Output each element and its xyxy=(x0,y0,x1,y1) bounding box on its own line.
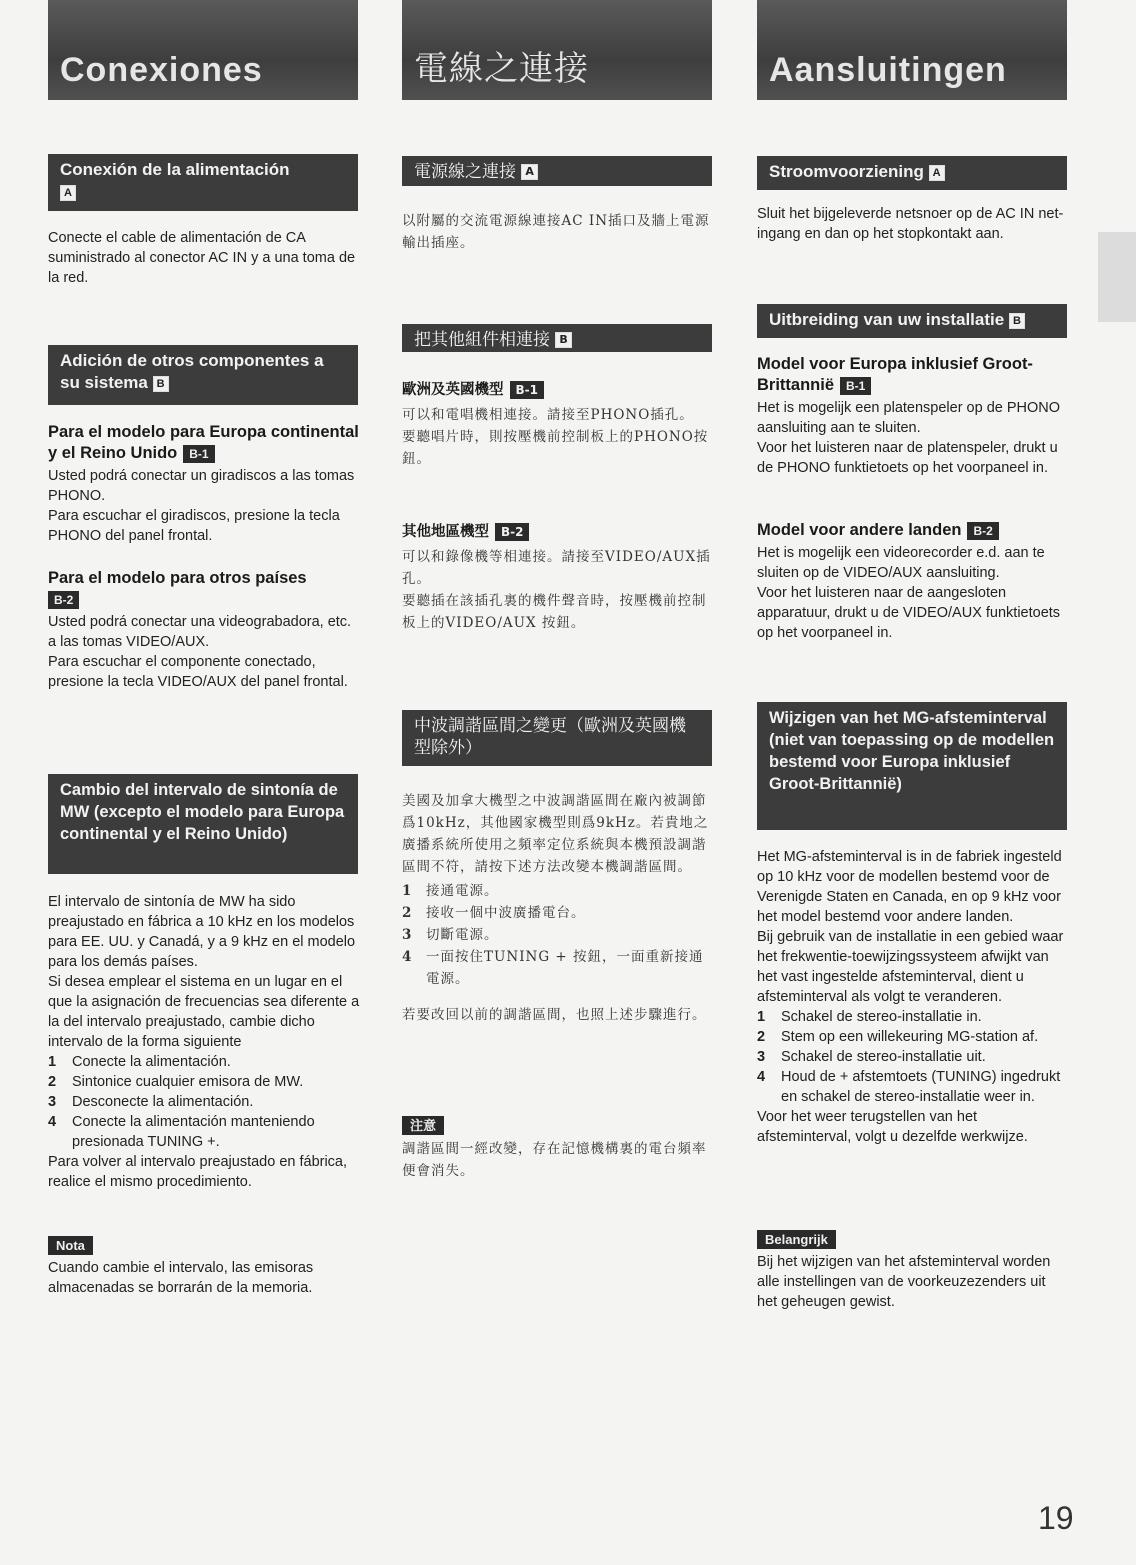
subheading-text: 其他地區機型 xyxy=(402,524,489,540)
page-number: 19 xyxy=(1038,1500,1074,1536)
paragraph: Si desea emplear el sistema en un lugar en el que la asignación de frecuencias sea diferente a la del intervalo preajustado, cambie dicho intervalo de la forma siguiente xyxy=(48,974,360,1050)
paragraph: Conecte el cable de alimentación de CA suministrado al conector AC IN y a una toma de la red. xyxy=(48,230,356,286)
step-item xyxy=(757,1047,1069,1067)
step-item xyxy=(402,946,714,990)
step-item xyxy=(402,902,714,924)
tag-b2: B-2 xyxy=(967,522,998,540)
step-number: 3 xyxy=(48,1094,57,1110)
step-item xyxy=(48,1072,360,1092)
note-text: 調諧區間一經改變，存在記憶機構裏的電台頻率便會消失。 xyxy=(402,1141,707,1179)
paragraph: 可以和錄像機等相連接。請接至VIDEO/AUX插孔。 xyxy=(402,549,711,587)
section-heading-power xyxy=(402,156,712,186)
step-text: 切斷電源。 xyxy=(426,927,499,943)
tag-b2: B-2 xyxy=(495,523,529,541)
paragraph: Para escuchar el giradiscos, presione la tecla PHONO del panel frontal. xyxy=(48,508,340,544)
paragraph: 要聽唱片時，則按壓機前控制板上的PHONO按鈕。 xyxy=(402,429,709,467)
section-heading-components xyxy=(48,345,358,405)
paragraph: Voor het luisteren naar de platenspeler, drukt u de PHONO funktietoets op het voorpaneel in. xyxy=(757,440,1058,476)
box-label-a: A xyxy=(521,164,538,180)
section-heading-text: Stroomvoorziening xyxy=(769,162,924,181)
paragraph: Het is mogelijk een platenspeler op de PHONO aansluiting aan te sluiten. xyxy=(757,400,1061,436)
step-number: 2 xyxy=(402,905,413,921)
section-heading-text: 把其他組件相連接 xyxy=(414,330,550,350)
box-label-b: B xyxy=(555,332,571,348)
paragraph-group xyxy=(757,398,1069,478)
step-number: 2 xyxy=(48,1074,57,1090)
step-number: 3 xyxy=(402,927,413,943)
step-text: 接通電源。 xyxy=(426,883,499,899)
tag-b1: B-1 xyxy=(840,377,871,395)
step-text: Houd de + afstemtoets (TUNING) ingedrukt en schakel de stereo-installatie weer in. xyxy=(781,1069,1061,1105)
step-item xyxy=(402,880,714,902)
paragraph: Para volver al intervalo preajustado en fábrica, realice el mismo procedimiento. xyxy=(48,1154,348,1190)
paragraph-group xyxy=(757,847,1069,1147)
section-heading-mw-interval: Cambio del intervalo de sintonía de MW (excepto el modelo para Europa continental y el Reino Unido) xyxy=(48,774,358,874)
subheading-text: Para el modelo para otros países xyxy=(48,569,307,587)
section-heading-components xyxy=(402,324,712,352)
tag-b2: B-2 xyxy=(48,591,79,609)
section-heading-text: Adición de otros componentes a su sistema xyxy=(60,351,324,392)
paragraph-group xyxy=(48,612,360,692)
paragraph: Voor het weer terugstellen van het afsteminterval, volgt u dezelfde werkwijze. xyxy=(757,1109,1028,1145)
step-list xyxy=(402,880,714,990)
step-item xyxy=(757,1027,1069,1047)
subheading-text: Model voor andere landen xyxy=(757,521,962,539)
column-title: Conexiones xyxy=(48,0,358,100)
paragraph-group xyxy=(757,543,1069,643)
column-title: 電線之連接 xyxy=(402,0,712,100)
paragraph: El intervalo de sintonía de MW ha sido preajustado en fábrica a 10 kHz en los modelos para EE. UU. y Canadá, y a 9 kHz en el modelo para los demás países. xyxy=(48,894,356,970)
step-item xyxy=(48,1112,360,1152)
step-item xyxy=(757,1007,1069,1027)
section-heading-components xyxy=(757,304,1067,338)
paragraph: 美國及加拿大機型之中波調諧區間在廠內被調節爲10kHz，其他國家機型則爲9kHz。若貴地之廣播系統所使用之頻率定位系統與本機預設調諧區間不符，請按下述方法改變本機調諧區間。 xyxy=(402,793,709,875)
paragraph: Bij gebruik van de installatie in een gebied waar het frekwentie-toewijzingssysteem afwijkt van het vast ingestelde afsteminterval, dient u afsteminterval als volgt te veranderen. xyxy=(757,929,1064,1005)
subheading-europe xyxy=(757,354,1069,396)
section-heading-text: Conexión de la alimentación xyxy=(60,160,290,179)
step-item xyxy=(48,1052,360,1072)
paragraph-group xyxy=(402,790,714,1026)
step-number: 4 xyxy=(757,1069,766,1085)
subheading-text: Para el modelo para Europa continental y el Reino Unido xyxy=(48,423,359,462)
subheading-other-countries xyxy=(757,520,1069,541)
step-number: 1 xyxy=(757,1009,766,1025)
note-label: Belangrijk xyxy=(757,1230,836,1249)
paragraph: 以附屬的交流電源線連接AC IN插口及牆上電源輸出插座。 xyxy=(402,213,710,251)
step-list xyxy=(757,1007,1069,1107)
section-heading-power xyxy=(48,154,358,211)
paragraph-group xyxy=(402,404,714,470)
subheading-text: Model voor Europa inklusief Groot-Brittannië xyxy=(757,355,1033,394)
step-text: Stem op een willekeuring MG-station af. xyxy=(781,1029,1039,1045)
box-label-a: A xyxy=(929,165,945,181)
step-number: 1 xyxy=(402,883,413,899)
note-label: 注意 xyxy=(402,1116,444,1135)
paragraph: Sluit het bijgeleverde netsnoer op de AC IN net-ingang en dan op het stopkontakt aan. xyxy=(757,206,1064,242)
subheading-europe xyxy=(402,380,714,401)
section-heading-mw-interval: Wijzigen van het MG-afsteminterval (niet van toepassing op de modellen bestemd voor Europa inklusief Groot-Brittannië) xyxy=(757,702,1067,830)
paragraph: Usted podrá conectar una videograbadora, etc. a las tomas VIDEO/AUX. xyxy=(48,614,352,650)
step-number: 4 xyxy=(48,1114,57,1130)
tag-b1: B-1 xyxy=(510,381,544,399)
box-label-b: B xyxy=(153,376,169,392)
paragraph-group xyxy=(402,546,714,634)
subheading-europe xyxy=(48,422,360,464)
step-item xyxy=(757,1067,1069,1107)
tag-b1: B-1 xyxy=(183,445,214,463)
column-title: Aansluitingen xyxy=(757,0,1067,100)
step-text: Schakel de stereo-installatie in. xyxy=(781,1009,982,1025)
subheading-text: 歐洲及英國機型 xyxy=(402,382,504,398)
note-text: Cuando cambie el intervalo, las emisoras almacenadas se borrarán de la memoria. xyxy=(48,1260,314,1296)
paragraph: Voor het luisteren naar de aangesloten apparatuur, drukt u de VIDEO/AUX funktietoets op het voorpaneel in. xyxy=(757,585,1061,641)
step-item xyxy=(402,924,714,946)
note-label: Nota xyxy=(48,1236,93,1255)
page-edge-shadow xyxy=(1098,232,1136,322)
step-item xyxy=(48,1092,360,1112)
subheading-other-countries xyxy=(402,522,714,543)
section-heading-mw-interval: 中波調諧區間之變更（歐洲及英國機型除外） xyxy=(402,710,712,766)
box-label-a: A xyxy=(60,185,76,201)
paragraph-group xyxy=(48,892,360,1192)
section-heading-text: 電源線之連接 xyxy=(414,162,516,182)
step-text: Desconecte la alimentación. xyxy=(72,1094,254,1110)
step-text: 接收一個中波廣播電台。 xyxy=(426,905,586,921)
step-number: 4 xyxy=(402,949,413,965)
step-text: Sintonice cualquier emisora de MW. xyxy=(72,1074,304,1090)
paragraph: 要聽插在該插孔裏的機件聲音時，按壓機前控制板上的VIDEO/AUX 按鈕。 xyxy=(402,593,707,631)
paragraph: 若要改回以前的調諧區間，也照上述步驟進行。 xyxy=(402,1007,707,1023)
paragraph: Het is mogelijk een videorecorder e.d. aan te sluiten op de VIDEO/AUX aansluiting. xyxy=(757,545,1045,581)
paragraph: Para escuchar el componente conectado, presione la tecla VIDEO/AUX del panel frontal. xyxy=(48,654,348,690)
paragraph: 可以和電唱機相連接。請接至PHONO插孔。 xyxy=(402,407,694,423)
paragraph: Het MG-afsteminterval is in de fabriek ingesteld op 10 kHz voor de modellen bestemd voor de Verenigde Staten en Canada, en op 9 kHz voor het model bestemd voor andere landen. xyxy=(757,849,1062,925)
step-number: 2 xyxy=(757,1029,766,1045)
step-text: Schakel de stereo-installatie uit. xyxy=(781,1049,986,1065)
subheading-other-countries xyxy=(48,568,360,610)
step-list xyxy=(48,1052,360,1152)
section-heading-power xyxy=(757,156,1067,190)
step-text: Conecte la alimentación. xyxy=(72,1054,231,1070)
paragraph-group xyxy=(48,466,360,546)
paragraph: Usted podrá conectar un giradiscos a las tomas PHONO. xyxy=(48,468,355,504)
note-text: Bij het wijzigen van het afsteminterval worden alle instellingen van de voorkeuzezenders uit het geheugen gewist. xyxy=(757,1254,1051,1310)
box-label-b: B xyxy=(1009,313,1025,329)
step-number: 1 xyxy=(48,1054,57,1070)
step-text: Conecte la alimentación manteniendo presionada TUNING +. xyxy=(72,1114,315,1150)
step-number: 3 xyxy=(757,1049,766,1065)
step-text: 一面按住TUNING + 按鈕，一面重新接通電源。 xyxy=(426,949,704,987)
section-heading-text: Uitbreiding van uw installatie xyxy=(769,310,1005,329)
